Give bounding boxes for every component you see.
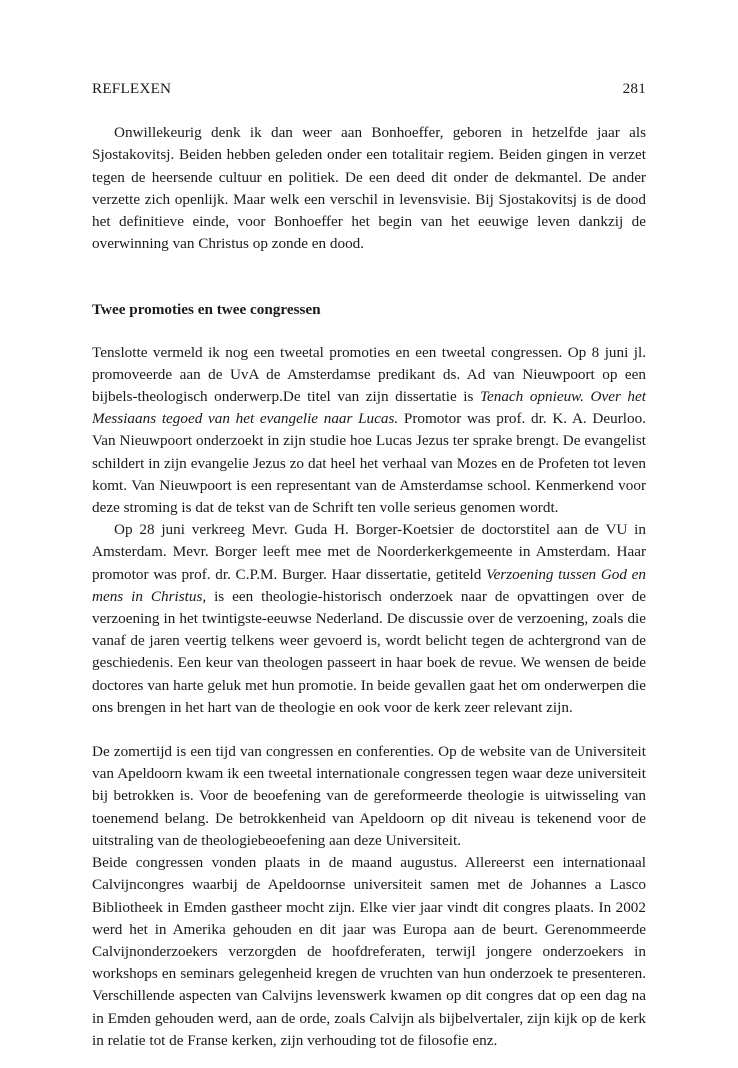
text-segment: Tenslotte vermeld ik nog een tweetal promoties en een tweetal congressen. Op 8 juni jl. promoveerde aan de UvA de Amsterdamse predikant ds. Ad van Nieuwpoort op een bijbels-theologisch onderwerp.De titel van zijn dissertatie is: [92, 343, 646, 406]
text-segment: is een theologie-historisch onderzoek naar de opvattingen over de verzoening in het twintigste-eeuwse Nederland. De discussie over de verzoening, zoals die vanaf de jaren veertig telkens weer gevoerd is, wordt belicht tegen de achtergrond van de geschiedenis. Een keur van theologen passeert in haar boek de revue. We wensen de beide doctores van harte geluk met hun promotie. In beide gevallen gaat het om onderwerpen die ons brengen in het hart van de theologie en ook voor de kerk zeer relevant zijn.: [92, 587, 646, 716]
running-header: [92, 78, 646, 100]
dissertation-title: Tenach opnieuw. Over het Messiaans tegoed van het evangelie naar Lucas.: [92, 388, 646, 428]
page-number: 281: [622, 80, 646, 97]
document-page: [92, 78, 646, 1052]
text-segment: Op 28 juni verkreeg Mevr. Guda H. Borger-Koetsier de doctorstitel aan de VU in Amsterdam. Mevr. Borger leeft mee met de Noorderkerkgemeente in Amsterdam. Haar promotor was prof. dr. C.P.M. Burger. Haar dissertatie, getiteld: [92, 521, 646, 583]
section-heading: Twee promoties en twee congressen: [92, 301, 321, 319]
dissertation-title: Verzoening tussen God en mens in Christus,: [92, 565, 646, 605]
text-segment: Promotor was prof. dr. K. A. Deurloo. Van Nieuwpoort onderzoekt in zijn studie hoe Lucas Jezus ter sprake brengt. De evangelist schildert in zijn evangelie Jezus zo dat heel het verhaal van Mozes en de Profeten tot leven komt. Van Nieuwpoort is een representant van de Amsterdamse school. Kenmerkend voor deze stroming is dat de tekst van de Schrift ten volle serieus genomen wordt.: [92, 410, 646, 517]
running-title: REFLEXEN: [92, 80, 172, 97]
paragraph-calvin-congress: Beide congressen vonden plaats in de maand augustus. Allereerst een internationaal Calvijncongres waarbij de Apeldoornse universiteit samen met de Johannes a Lasco Bibliotheek in Emden gastheer mocht zijn. Elke vier jaar vindt dit congres plaats. In 2002 werd het in Amerika gehouden en dit jaar was Europa aan de beurt. Gerenommeerde Calvijnonderzoekers verzorgden de hoofdreferaten, terwijl jongere onderzoekers in workshops en seminars gelegenheid kregen de vruchten van hun onderzoek te presenteren. Verschillende aspecten van Calvijns levenswerk kwamen op dit congres dat op een dag na in Emden gehouden werd, aan de orde, zoals Calvijn als bijbelvertaler, zijn kijk op de kerk in relatie tot de Franse kerken, zijn verhouding tot de filosofie enz.: [92, 854, 646, 1049]
paragraph-congresses: De zomertijd is een tijd van congressen en conferenties. Op de website van de Universiteit van Apeldoorn kwam ik een tweetal internationale congressen tegen waar deze universiteit bij betrokken is. Voor de beoefening van de gereformeerde theologie is uitwisseling van toenemend belang. De betrokkenheid van Apeldoorn op dit niveau is tekenend voor de uitstraling van de theologiebeoefening aan deze Universiteit.: [92, 743, 646, 849]
paragraph-promotion-nieuwpoort: [92, 342, 646, 520]
paragraph-promotion-borger: [92, 519, 646, 719]
paragraph-bonhoeffer: Onwillekeurig denk ik dan weer aan Bonhoeffer, geboren in hetzelfde jaar als Sjostakovitsj. Beiden hebben geleden onder een totalitair regiem. Beiden gingen in verzet tegen de heersende cultuur en politiek. De een deed dit onder de dekmantel. De ander verzette zich openlijk. Maar welk een verschil in levensvisie. Bij Sjostakovitsj is de dood het definitieve einde, voor Bonhoeffer het begin van het eeuwige leven dankzij de overwinning van Christus op zonde en dood.: [92, 124, 646, 253]
